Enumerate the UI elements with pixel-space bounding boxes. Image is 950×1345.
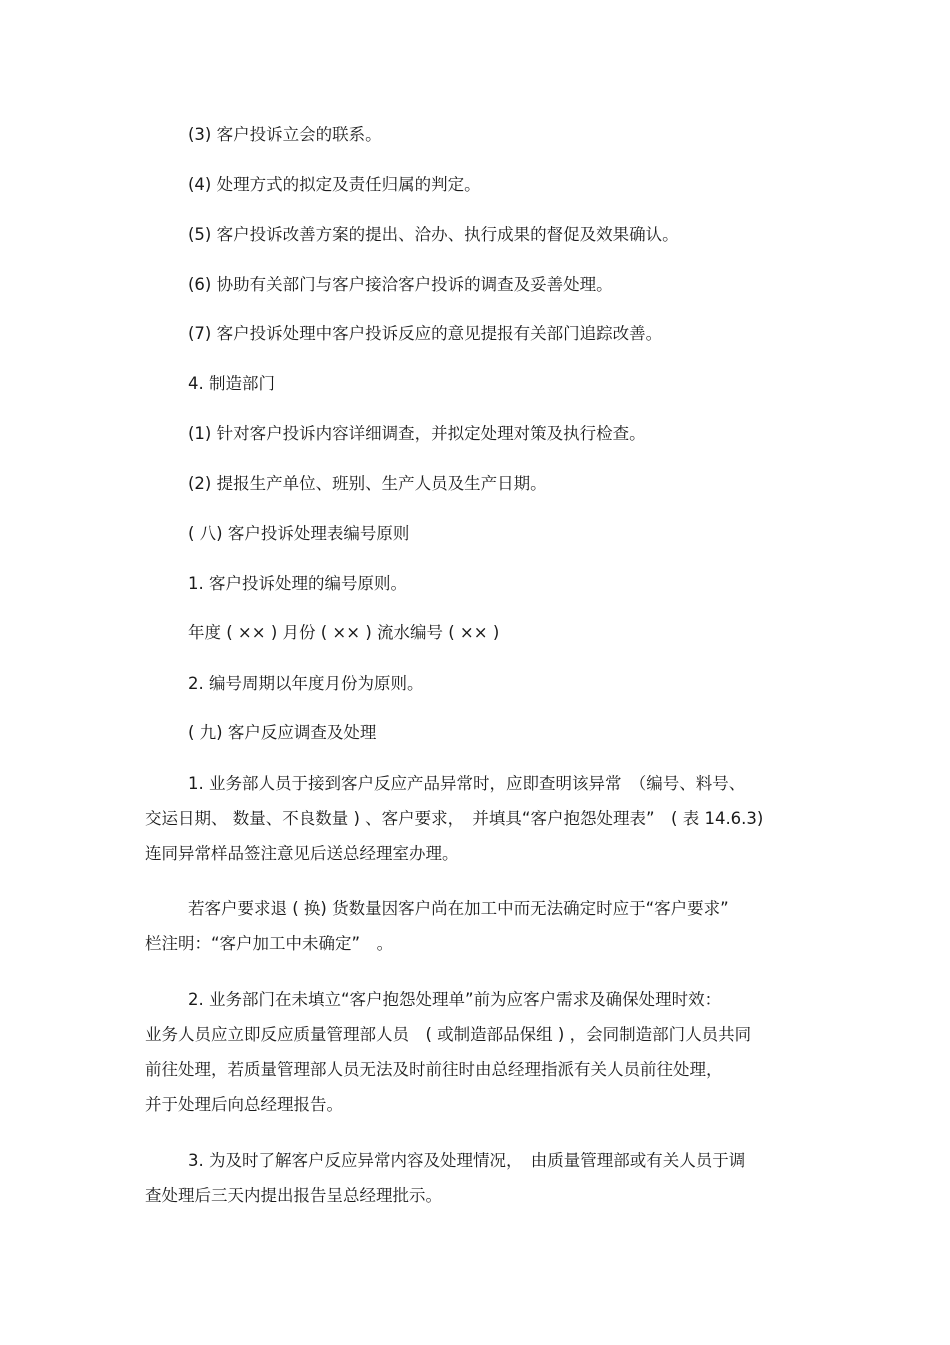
paragraph-line: 3. 为及时了解客户反应异常内容及处理情况， 由质量管理部或有关人员于调	[188, 1151, 746, 1170]
paragraph-line: 业务人员应立即反应质量管理部人员 ( 或制造部品保组 ) ，会同制造部门人员共同	[145, 1025, 752, 1044]
paragraph-line: 1. 业务部人员于接到客户反应产品异常时，应即查明该异常 （编号、料号、	[188, 774, 746, 793]
section-heading-numbering: ( 八) 客户投诉处理表编号原则	[188, 524, 410, 543]
paragraph-line: 连同异常样品签注意见后送总经理室办理。	[145, 844, 459, 863]
paragraph-line: 交运日期、 数量、不良数量 ) 、客户要求， 并填具“客户抱怨处理表” ( 表 14.6.3)	[145, 809, 764, 828]
numbering-format: 年度 ( ×× ) 月份 ( ×× ) 流水编号 ( ×× )	[188, 623, 500, 642]
paragraph-line: 若客户要求退 ( 换) 货数量因客户尚在加工中而无法确定时应于“客户要求”	[188, 899, 729, 918]
list-item-manufacturing-2: (2) 提报生产单位、班别、生产人员及生产日期。	[188, 474, 547, 493]
list-item-numbering-1: 1. 客户投诉处理的编号原则。	[188, 574, 407, 593]
paragraph-line: 栏注明：“客户加工中未确定” 。	[145, 934, 394, 953]
list-item-manufacturing-1: (1) 针对客户投诉内容详细调查，并拟定处理对策及执行检查。	[188, 424, 646, 443]
paragraph-investigation-2	[145, 982, 807, 1122]
list-item-6: (6) 协助有关部门与客户接洽客户投诉的调查及妥善处理。	[188, 275, 613, 294]
paragraph-investigation-1	[145, 766, 807, 871]
paragraph-line: 2. 业务部门在未填立“客户抱怨处理单”前为应客户需求及确保处理时效：	[188, 990, 722, 1009]
paragraph-return-quantity	[145, 891, 807, 961]
section-heading-manufacturing: 4. 制造部门	[188, 374, 275, 393]
paragraph-line: 并于处理后向总经理报告。	[145, 1095, 343, 1114]
paragraph-line: 查处理后三天内提出报告呈总经理批示。	[145, 1186, 442, 1205]
list-item-4: (4) 处理方式的拟定及责任归属的判定。	[188, 175, 481, 194]
list-item-numbering-2: 2. 编号周期以年度月份为原则。	[188, 674, 424, 693]
list-item-7: (7) 客户投诉处理中客户投诉反应的意见提报有关部门追踪改善。	[188, 324, 663, 343]
paragraph-line: 前往处理，若质量管理部人员无法及时前往时由总经理指派有关人员前往处理，	[145, 1060, 723, 1079]
section-heading-investigation: ( 九) 客户反应调查及处理	[188, 723, 377, 742]
list-item-5: (5) 客户投诉改善方案的提出、洽办、执行成果的督促及效果确认。	[188, 225, 679, 244]
paragraph-investigation-3	[145, 1143, 807, 1213]
list-item-3: (3) 客户投诉立会的联系。	[188, 125, 382, 144]
